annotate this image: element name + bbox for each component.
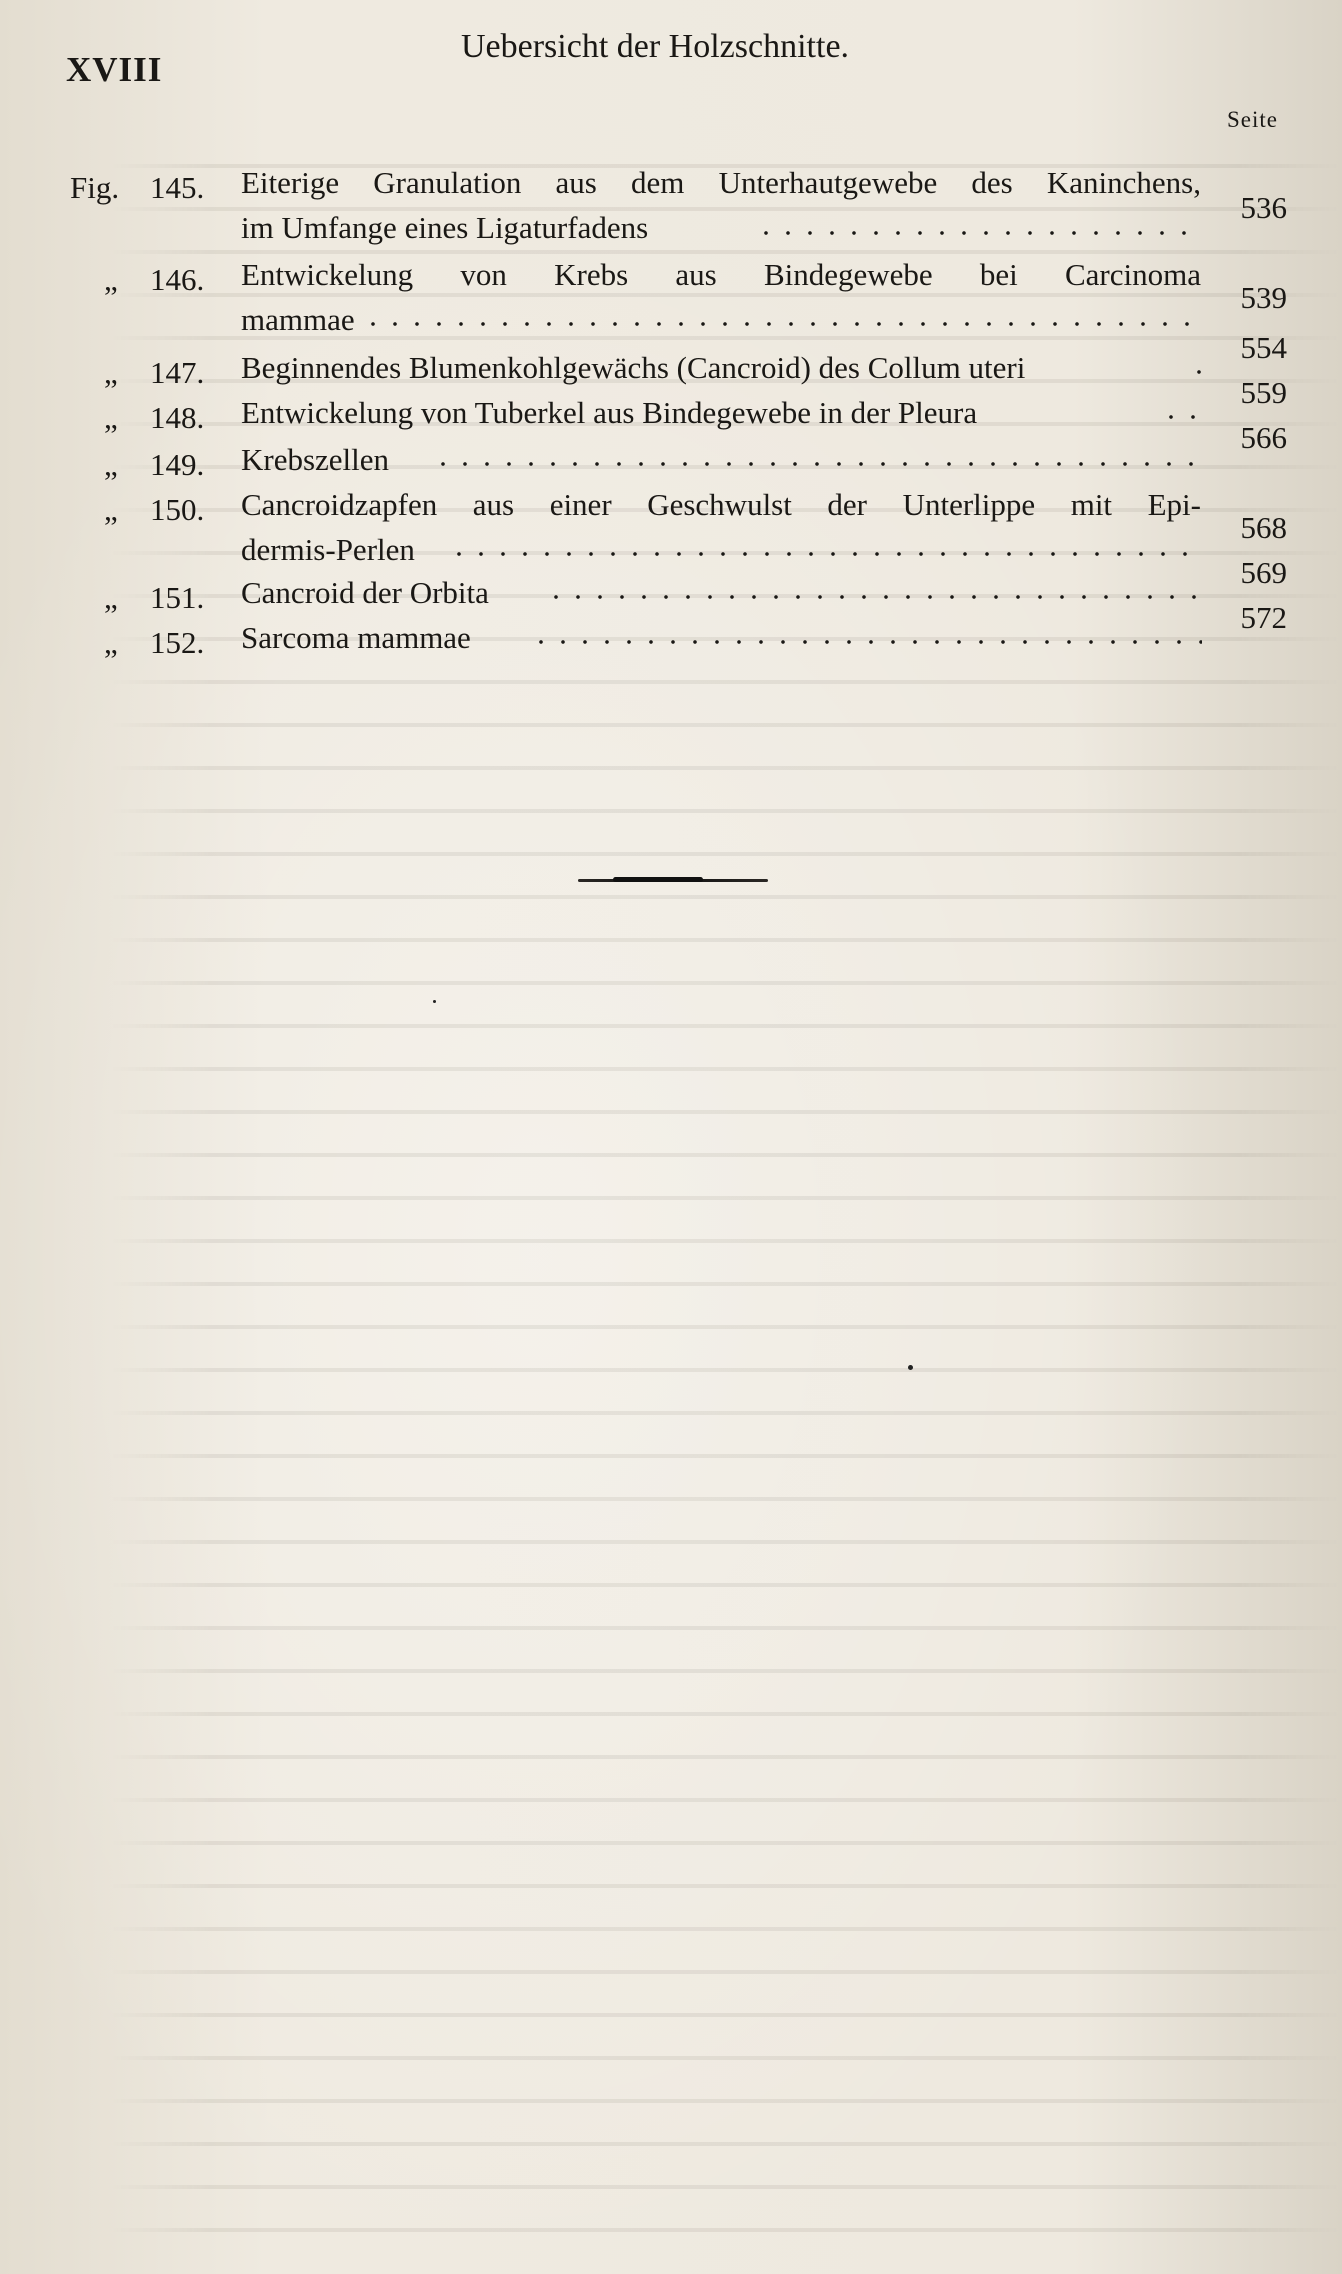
figure-number: 152. bbox=[150, 625, 205, 660]
figure-number: 150. bbox=[150, 492, 205, 527]
figure-title-line: Beginnendes Blumenkohlgewächs (Cancroid) des Collum uteri bbox=[241, 350, 1026, 385]
leader-dots bbox=[1188, 370, 1204, 374]
figure-number: 146. bbox=[150, 262, 205, 297]
figure-title-line: im Umfange eines Ligaturfadens bbox=[241, 210, 649, 245]
page-column-header: Seite bbox=[1227, 107, 1278, 132]
fig-label: Fig. bbox=[70, 170, 120, 205]
page-reference: 566 bbox=[1240, 420, 1287, 455]
figure-title-line: mammae bbox=[241, 302, 355, 337]
figure-title-line: Cancroidzapfen aus einer Geschwulst der Unterlippe mit Epi- bbox=[241, 487, 1201, 522]
figure-title-line: Eiterige Granulation aus dem Unterhautgewebe des Kaninchens, bbox=[241, 165, 1201, 200]
section-divider bbox=[578, 879, 768, 882]
ditto-mark: „ bbox=[104, 492, 118, 527]
ditto-mark: „ bbox=[104, 262, 118, 297]
figure-number: 151. bbox=[150, 580, 205, 615]
page-reference: 554 bbox=[1240, 330, 1287, 365]
figure-title-line: Entwickelung von Tuberkel aus Bindegewebe in der Pleura bbox=[241, 395, 978, 430]
leader-dots bbox=[362, 322, 1200, 326]
leader-dots bbox=[530, 640, 1202, 644]
ditto-mark: „ bbox=[104, 447, 118, 482]
ditto-mark: „ bbox=[104, 625, 118, 660]
ditto-mark: „ bbox=[104, 580, 118, 615]
figure-number: 148. bbox=[150, 400, 205, 435]
leader-dots bbox=[448, 552, 1200, 556]
page-reference: 572 bbox=[1240, 600, 1287, 635]
leader-dots bbox=[432, 462, 1202, 466]
leader-dots bbox=[1160, 415, 1204, 419]
page-title: Uebersicht der Holzschnitte. bbox=[461, 28, 850, 65]
leader-dots bbox=[755, 231, 1200, 235]
figure-title-line: Krebszellen bbox=[241, 442, 390, 477]
figure-number: 147. bbox=[150, 355, 205, 390]
page-reference: 568 bbox=[1240, 510, 1287, 545]
figure-title-line: Entwickelung von Krebs aus Bindegewebe bei Carcinoma bbox=[241, 257, 1201, 292]
ink-speck bbox=[433, 1000, 436, 1003]
page-number: XVIII bbox=[66, 50, 163, 89]
page-reference: 569 bbox=[1240, 555, 1287, 590]
figure-number: 145. bbox=[150, 170, 205, 205]
ink-speck bbox=[908, 1365, 913, 1370]
ditto-mark: „ bbox=[104, 355, 118, 390]
figure-title-line: Cancroid der Orbita bbox=[241, 575, 489, 610]
figure-number: 149. bbox=[150, 447, 205, 482]
page-reference: 536 bbox=[1240, 190, 1287, 225]
leader-dots bbox=[545, 595, 1202, 599]
ditto-mark: „ bbox=[104, 400, 118, 435]
figure-title-line: Sarcoma mammae bbox=[241, 620, 471, 655]
figure-title-line: dermis-Perlen bbox=[241, 532, 415, 567]
page-reference: 539 bbox=[1240, 280, 1287, 315]
page-reference: 559 bbox=[1240, 375, 1287, 410]
